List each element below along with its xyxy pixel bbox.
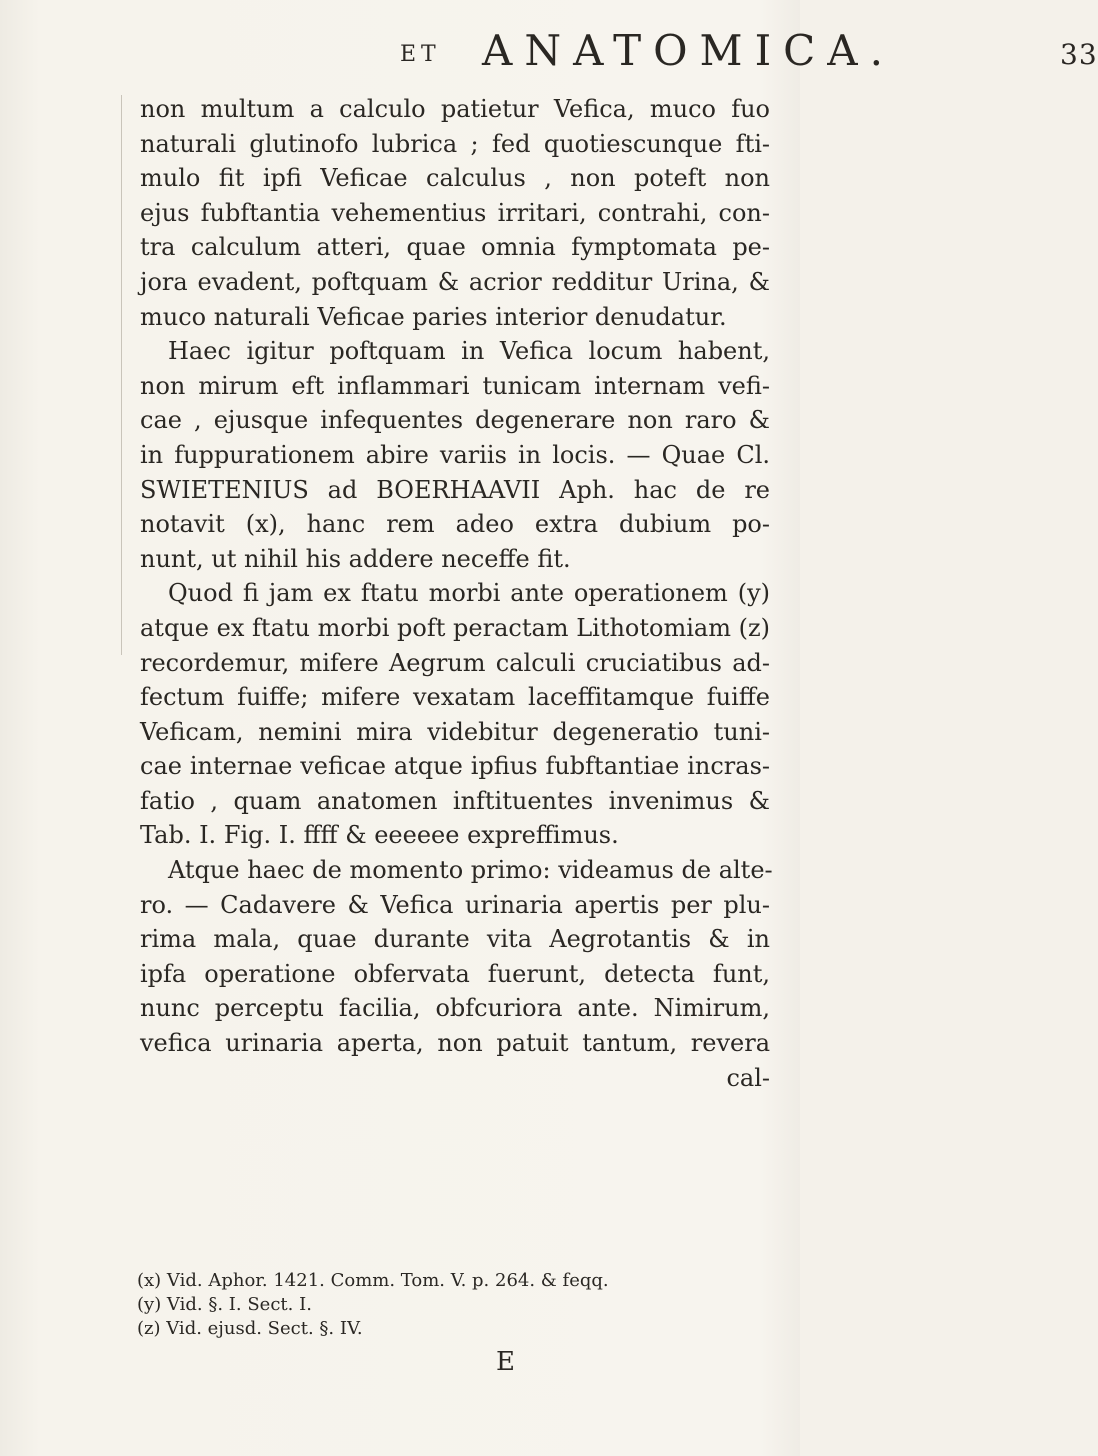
- text-line: in fuppurationem abire variis in locis. — Quae Cl.: [140, 440, 770, 469]
- footnotes: [137, 1269, 767, 1341]
- footnote-x: (x) Vid. Aphor. 1421. Comm. Tom. V. p. 264. & feqq.: [137, 1270, 609, 1291]
- text-line: Haec igitur poftquam in Vefica locum habent,: [168, 337, 770, 366]
- header-prefix: ET: [400, 42, 441, 67]
- text-line: Quod fi jam ex ftatu morbi ante operationem (y): [168, 579, 770, 608]
- text-line: Veficam, nemini mira videbitur degeneratio tuni-: [140, 717, 770, 746]
- main-text: [140, 92, 773, 1095]
- text-line: muco naturali Veficae paries interior denudatur.: [140, 302, 727, 331]
- signature-mark: E: [496, 1347, 515, 1377]
- text-line: ro. — Cadavere & Vefica urinaria apertis per plu-: [140, 890, 770, 919]
- text-line: nunc perceptu facilia, obfcuriora ante. Nimirum,: [140, 994, 770, 1023]
- text-line: notavit (x), hanc rem adeo extra dubium po-: [140, 510, 770, 539]
- text-line: ipfa operatione obfervata fuerunt, detecta funt,: [140, 959, 770, 988]
- header-title: ANATOMICA.: [482, 26, 895, 75]
- text-line: mulo fit ipfi Veficae calculus , non poteft non: [140, 164, 770, 193]
- text-line: Tab. I. Fig. I. ffff & eeeeee expreffimus.: [140, 821, 619, 850]
- text-line: recordemur, mifere Aegrum calculi cruciatibus ad-: [140, 648, 770, 677]
- footnote-y: (y) Vid. §. I. Sect. I.: [137, 1294, 312, 1315]
- catchword: cal-: [726, 1063, 770, 1092]
- text-line: atque ex ftatu morbi poft peractam Lithotomiam (z): [140, 613, 770, 642]
- text-line: non mirum eft inflammari tunicam internam vefi-: [140, 371, 770, 400]
- text-line: naturali glutinofo lubrica ; fed quotiescunque fti-: [140, 129, 770, 158]
- text-line: fatio , quam anatomen inftituentes invenimus &: [140, 786, 770, 815]
- text-line: fectum fuiffe; mifere vexatam laceffitamque fuiffe: [140, 683, 770, 712]
- text-line: tra calculum atteri, quae omnia fymptomata pe-: [140, 233, 770, 262]
- text-line: Atque haec de momento primo: videamus de alte-: [168, 856, 773, 885]
- text-line: vefica urinaria aperta, non patuit tantum, revera: [140, 1029, 770, 1058]
- footnote-z: (z) Vid. ejusd. Sect. §. IV.: [137, 1318, 363, 1339]
- text-line: cae , ejusque infequentes degenerare non raro &: [140, 406, 770, 435]
- text-line-authors: SWIETENIUS ad BOERHAAVII Aph. hac de re: [140, 475, 770, 504]
- page-number: 33: [1060, 38, 1098, 71]
- text-line: ejus fubftantia vehementius irritari, contrahi, con-: [140, 198, 770, 227]
- running-header: [400, 26, 1098, 86]
- text-line: nunt, ut nihil his addere neceffe fit.: [140, 544, 571, 573]
- text-line: non multum a calculo patietur Vefica, muco fuo: [140, 95, 770, 123]
- text-line: jora evadent, poftquam & acrior redditur Urina, &: [140, 267, 770, 296]
- text-line: rima mala, quae durante vita Aegrotantis & in: [140, 925, 770, 954]
- page-gutter-line: [121, 95, 122, 655]
- text-line: cae internae veficae atque ipfius fubftantiae incras-: [140, 752, 770, 781]
